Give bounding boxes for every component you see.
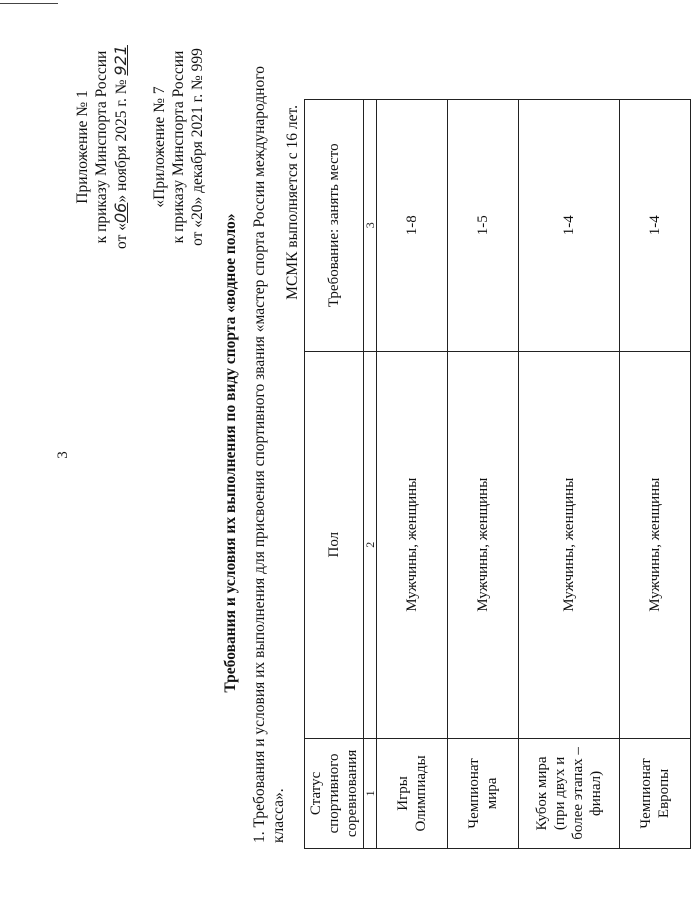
appendix-new-block — [73, 35, 131, 259]
header-gender: Пол — [305, 351, 364, 738]
cell-place: 1-4 — [620, 100, 691, 352]
table-row — [519, 100, 620, 849]
table-header-row — [305, 100, 364, 849]
table-row — [620, 100, 691, 849]
age-note: МСМК выполняется с 16 лет. — [284, 105, 301, 300]
table-row — [448, 100, 519, 849]
page-number: 3 — [55, 451, 71, 459]
cell-status: Игры Олимпиады — [377, 738, 448, 848]
cell-gender: Мужчины, женщины — [448, 351, 519, 738]
table-row — [377, 100, 448, 849]
appendix-new-title: Приложение № 1 — [74, 90, 91, 204]
appendix-old-order: к приказу Минспорта России — [170, 50, 187, 244]
cell-gender: Мужчины, женщины — [519, 351, 620, 738]
intro-paragraph: 1. Требования и условия их выполнения для присвоения спортивного звания «мастер спорта России международного класса». — [251, 66, 287, 843]
appendix-new-order: к приказу Минспорта России — [93, 50, 110, 244]
header-status: Статус спортивного соревнования — [305, 738, 364, 848]
header-place: Требование: занять место — [305, 100, 364, 352]
cell-gender: Мужчины, женщины — [377, 351, 448, 738]
appendix-old-date: от «20» декабря 2021 г. № 999 — [189, 48, 206, 246]
cell-status: Чемпионат мира — [448, 738, 519, 848]
cell-gender: Мужчины, женщины — [620, 351, 691, 738]
appendix-old-block — [150, 35, 207, 259]
requirements-table — [304, 99, 691, 849]
handwritten-day: 06 — [111, 202, 130, 223]
cell-place: 1-4 — [519, 100, 620, 352]
appendix-old-title: «Приложение № 7 — [151, 86, 168, 208]
col-number: 3 — [364, 100, 377, 352]
cell-status: Кубок мира (при двух и более этапах – финал) — [519, 738, 620, 848]
cell-place: 1-5 — [448, 100, 519, 352]
column-number-row — [364, 100, 377, 849]
document-heading: Требования и условия их выполнения по виду спорта «водное поло» — [222, 213, 239, 693]
col-number: 1 — [364, 738, 377, 848]
cell-status: Чемпионат Европы — [620, 738, 691, 848]
handwritten-number: 921 — [111, 45, 130, 76]
cell-place: 1-8 — [377, 100, 448, 352]
col-number: 2 — [364, 351, 377, 738]
appendix-new-date: от «06» ноября 2025 г. № 921 — [111, 45, 130, 249]
